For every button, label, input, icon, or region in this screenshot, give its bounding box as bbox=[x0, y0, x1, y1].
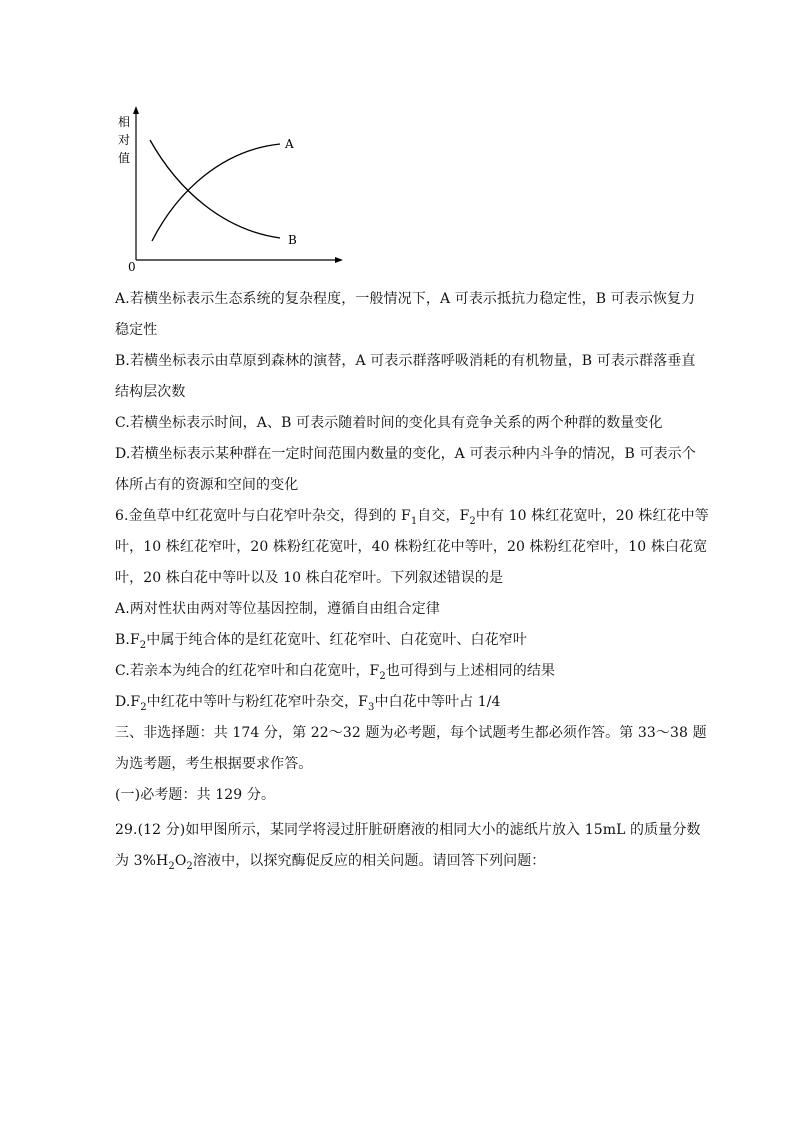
q6-option-a: A.两对性状由两对等位基因控制，遵循自由组合定律 bbox=[115, 601, 440, 617]
q6-c-post: 也可得到与上述相同的结果 bbox=[385, 663, 556, 679]
q29-l2-mid: O bbox=[174, 853, 187, 869]
q5-option-d-line2: 体所占有的资源和空间的变化 bbox=[115, 477, 299, 493]
q6-stem-line3: 叶，20 株白花中等叶以及 10 株白花窄叶。下列叙述错误的是 bbox=[115, 570, 504, 586]
graph-svg bbox=[108, 100, 348, 275]
q6-c-sub: 2 bbox=[379, 670, 386, 682]
q6-stem-sub1: 1 bbox=[410, 515, 418, 527]
q6-d-mid: 中红花中等叶与粉红花窄叶杂交，F bbox=[146, 694, 368, 710]
curve-a-label: A bbox=[285, 137, 294, 151]
q6-option-d bbox=[115, 692, 695, 712]
q5-option-a-line2: 稳定性 bbox=[115, 322, 158, 338]
q5-option-b-line2: 结构层次数 bbox=[115, 384, 186, 400]
q5-option-b-line1: B.若横坐标表示由草原到森林的演替，A 可表示群落呼吸消耗的有机物量，B 可表示群落垂直 bbox=[115, 353, 696, 369]
q5-option-a-line1: A.若横坐标表示生态系统的复杂程度，一般情况下，A 可表示抵抗力稳定性，B 可表示恢复力 bbox=[115, 291, 696, 307]
q5-option-c-line1: C.若横坐标表示时间，A、B 可表示随着时间的变化具有竞争关系的两个种群的数量变化 bbox=[115, 415, 663, 431]
section3-subheading: (一)必考题：共 129 分。 bbox=[115, 787, 276, 803]
q29-l2-pre: 为 3%H bbox=[115, 853, 169, 869]
relative-value-graph bbox=[108, 100, 348, 275]
q29-l2-post: 溶液中，以探究酶促反应的相关问题。请回答下列问题： bbox=[192, 853, 546, 869]
section3-line1: 三、非选择题：共 174 分，第 22～32 题为必考题，每个试题考生都必须作答。第 33～38 题 bbox=[115, 725, 707, 741]
q6-stem-line1 bbox=[115, 506, 709, 527]
origin-label: 0 bbox=[128, 260, 136, 274]
q29-line1: 29.(12 分)如甲图所示，某同学将浸过肝脏研磨液的相同大小的滤纸片放入 15mL 的质量分数 bbox=[115, 822, 701, 838]
q5-option-d-line1: D.若横坐标表示某种群在一定时间范围内数量的变化，A 可表示种内斗争的情况，B 可表示个 bbox=[115, 446, 696, 462]
curve-b-label: B bbox=[288, 233, 297, 247]
q6-stem-a: 6.金鱼草中红花宽叶与白花窄叶杂交，得到的 F bbox=[115, 508, 411, 524]
q6-d-sub2: 3 bbox=[368, 701, 375, 713]
q6-stem-c: 中有 10 株红花宽叶，20 株红花中等 bbox=[475, 508, 709, 524]
curve-a bbox=[152, 144, 280, 241]
q6-b-pre: B.F bbox=[115, 632, 140, 648]
q6-stem-line2: 叶，10 株红花窄叶，20 株粉红花宽叶，40 株粉红花中等叶，20 株粉红花窄叶，10 株白花宽 bbox=[115, 539, 708, 555]
section3-line2: 为选考题，考生根据要求作答。 bbox=[115, 756, 313, 772]
q6-b-sub: 2 bbox=[139, 639, 147, 651]
y-axis-arrow bbox=[133, 106, 139, 114]
q29-line2 bbox=[115, 851, 695, 871]
q6-d-sub1: 2 bbox=[140, 701, 147, 713]
q6-d-pre: D.F bbox=[115, 694, 141, 710]
q6-option-b bbox=[115, 630, 695, 650]
q6-option-c bbox=[115, 661, 695, 681]
q6-c-pre: C.若亲本为纯合的红花窄叶和白花宽叶，F bbox=[115, 663, 380, 679]
q6-d-post: 中白花中等叶占 1/4 bbox=[374, 694, 501, 710]
q6-stem-b: 自交，F bbox=[417, 508, 470, 524]
y-label-char-1: 相 bbox=[118, 115, 131, 129]
q29-l2-sub1: 2 bbox=[168, 860, 175, 872]
q29-l2-sub2: 2 bbox=[186, 860, 193, 872]
q6-b-post: 中属于纯合体的是红花宽叶、红花窄叶、白花宽叶、白花窄叶 bbox=[146, 632, 527, 648]
q6-stem-sub2: 2 bbox=[469, 515, 476, 527]
curve-b bbox=[150, 140, 280, 238]
y-label-char-3: 值 bbox=[118, 151, 131, 165]
x-axis-arrow bbox=[335, 257, 343, 263]
y-label-char-2: 对 bbox=[118, 133, 131, 147]
